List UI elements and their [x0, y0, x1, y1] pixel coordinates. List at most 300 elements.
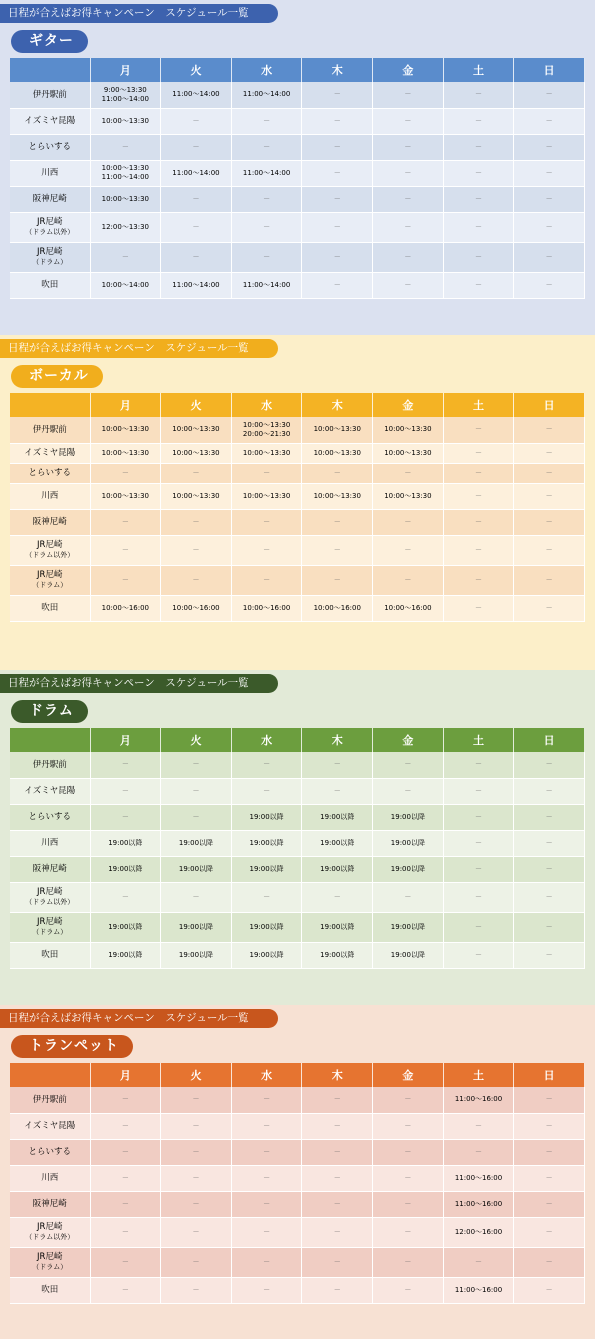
time-cell: －: [373, 82, 444, 108]
time-cell: 19:00以降: [231, 830, 302, 856]
day-header: 水: [231, 58, 302, 82]
day-header: 木: [302, 728, 373, 752]
time-cell: －: [90, 242, 161, 272]
time-cell: －: [161, 804, 232, 830]
header-corner: [10, 393, 90, 417]
time-cell: 11:00～14:00: [231, 82, 302, 108]
time-cell: 11:00～14:00: [161, 160, 232, 186]
location-cell: とらいする: [10, 463, 90, 483]
day-header: 金: [373, 393, 444, 417]
time-cell: －: [443, 417, 514, 443]
time-cell: －: [514, 272, 585, 298]
location-cell: 吹田: [10, 942, 90, 968]
day-header: 月: [90, 728, 161, 752]
time-cell: －: [161, 134, 232, 160]
time-cell: －: [443, 272, 514, 298]
time-cell: －: [161, 1113, 232, 1139]
time-cell: －: [514, 535, 585, 565]
time-cell: －: [302, 82, 373, 108]
location-note: （ドラム）: [32, 928, 68, 936]
time-cell: 10:00～13:30: [231, 443, 302, 463]
location-cell: とらいする: [10, 804, 90, 830]
time-cell: －: [443, 830, 514, 856]
day-header: 火: [161, 393, 232, 417]
schedule-table: [10, 58, 585, 299]
time-cell: －: [514, 1247, 585, 1277]
time-cell: －: [90, 509, 161, 535]
time-cell: －: [90, 1217, 161, 1247]
time-cell: －: [90, 1087, 161, 1113]
time-cell: －: [302, 160, 373, 186]
time-cell: －: [302, 752, 373, 778]
time-cell: －: [161, 882, 232, 912]
time-cell: －: [443, 778, 514, 804]
table-row: [10, 1087, 585, 1113]
time-cell: 10:00～13:30: [231, 483, 302, 509]
time-cell: －: [514, 443, 585, 463]
time-cell: －: [514, 108, 585, 134]
schedule-section: [0, 1005, 595, 1339]
table-row: [10, 212, 585, 242]
header-corner: [10, 58, 90, 82]
time-cell: 10:00～13:30: [90, 186, 161, 212]
time-cell: －: [443, 212, 514, 242]
time-cell: 11:00～14:00: [161, 272, 232, 298]
time-cell: －: [161, 1165, 232, 1191]
day-header: 水: [231, 393, 302, 417]
time-cell: 19:00以降: [373, 830, 444, 856]
time-cell: －: [302, 1247, 373, 1277]
time-cell: －: [231, 1113, 302, 1139]
time-cell: －: [514, 160, 585, 186]
time-cell: －: [373, 778, 444, 804]
time-cell: 10:00～13:30: [90, 483, 161, 509]
day-header: 木: [302, 1063, 373, 1087]
time-cell: 19:00以降: [231, 804, 302, 830]
time-cell: 10:00～13:30: [373, 443, 444, 463]
header-corner: [10, 1063, 90, 1087]
time-cell: －: [443, 565, 514, 595]
time-cell: －: [373, 1087, 444, 1113]
time-cell: －: [231, 882, 302, 912]
time-cell: －: [514, 463, 585, 483]
day-header: 日: [514, 58, 585, 82]
time-cell: 10:00～13:30: [373, 417, 444, 443]
time-cell: －: [231, 1277, 302, 1303]
day-header: 土: [443, 1063, 514, 1087]
time-cell: 11:00～16:00: [443, 1087, 514, 1113]
table-row: [10, 1165, 585, 1191]
instrument-title: ボーカル: [11, 365, 103, 388]
time-cell: －: [373, 160, 444, 186]
table-row: [10, 535, 585, 565]
time-cell: －: [231, 535, 302, 565]
time-cell: －: [302, 242, 373, 272]
time-cell: －: [302, 565, 373, 595]
location-cell: 伊丹駅前: [10, 417, 90, 443]
time-cell: －: [514, 752, 585, 778]
table-row: [10, 242, 585, 272]
location-cell: JR尼崎 （ドラム）: [10, 565, 90, 595]
time-cell: －: [514, 856, 585, 882]
location-cell: 阪神尼崎: [10, 856, 90, 882]
campaign-banner: 日程が合えばお得キャンペーン スケジュール一覧: [0, 674, 278, 693]
time-cell: －: [231, 1191, 302, 1217]
time-cell: －: [161, 1087, 232, 1113]
time-cell: 19:00以降: [373, 856, 444, 882]
time-cell: －: [302, 212, 373, 242]
time-cell: 10:00～13:30: [373, 483, 444, 509]
location-cell: とらいする: [10, 134, 90, 160]
time-cell: －: [231, 509, 302, 535]
time-cell: 10:00～16:00: [90, 595, 161, 621]
table-row: [10, 160, 585, 186]
time-cell: －: [161, 1247, 232, 1277]
time-cell: －: [90, 1191, 161, 1217]
time-cell: －: [161, 242, 232, 272]
time-cell: 10:00～13:30: [161, 483, 232, 509]
time-cell: －: [514, 417, 585, 443]
campaign-banner: 日程が合えばお得キャンペーン スケジュール一覧: [0, 1009, 278, 1028]
time-cell: －: [231, 1139, 302, 1165]
time-cell: 19:00以降: [302, 804, 373, 830]
time-cell: －: [90, 1247, 161, 1277]
time-cell: －: [231, 778, 302, 804]
time-cell: －: [302, 535, 373, 565]
time-cell: －: [302, 463, 373, 483]
day-header: 土: [443, 58, 514, 82]
time-cell: －: [231, 108, 302, 134]
table-row: [10, 186, 585, 212]
time-cell: －: [231, 242, 302, 272]
time-cell: －: [443, 595, 514, 621]
time-cell: －: [373, 1191, 444, 1217]
location-note: （ドラム）: [32, 1263, 68, 1271]
time-cell: －: [161, 509, 232, 535]
time-cell: －: [373, 212, 444, 242]
header-row: [10, 393, 585, 417]
time-cell: －: [161, 778, 232, 804]
schedule-section: [0, 670, 595, 1005]
time-cell: －: [373, 1247, 444, 1277]
time-cell: －: [373, 242, 444, 272]
table-row: [10, 463, 585, 483]
location-cell: 伊丹駅前: [10, 1087, 90, 1113]
time-cell: －: [90, 134, 161, 160]
time-cell: 19:00以降: [161, 912, 232, 942]
time-cell: 12:00～16:00: [443, 1217, 514, 1247]
instrument-title: ドラム: [11, 700, 88, 723]
time-cell: －: [302, 1191, 373, 1217]
schedule-section: [0, 0, 595, 335]
time-cell: －: [443, 186, 514, 212]
time-cell: －: [514, 595, 585, 621]
time-cell: －: [302, 882, 373, 912]
location-cell: 川西: [10, 830, 90, 856]
table-row: [10, 1113, 585, 1139]
time-cell: 11:00～14:00: [161, 82, 232, 108]
time-cell: 10:00～14:00: [90, 272, 161, 298]
time-cell: －: [443, 82, 514, 108]
location-cell: 川西: [10, 160, 90, 186]
table-row: [10, 595, 585, 621]
time-cell: －: [514, 242, 585, 272]
time-cell: －: [373, 1277, 444, 1303]
time-cell: －: [90, 1139, 161, 1165]
header-row: [10, 1063, 585, 1087]
time-cell: 11:00～16:00: [443, 1165, 514, 1191]
time-cell: －: [231, 1165, 302, 1191]
time-cell: －: [161, 1277, 232, 1303]
time-cell: 19:00以降: [302, 912, 373, 942]
table-row: [10, 1191, 585, 1217]
day-header: 火: [161, 1063, 232, 1087]
time-cell: 10:00～16:00: [302, 595, 373, 621]
schedule-table: [10, 393, 585, 622]
table-row: [10, 778, 585, 804]
location-note: （ドラム以外）: [25, 1233, 75, 1241]
time-cell: －: [302, 778, 373, 804]
time-cell: －: [231, 212, 302, 242]
time-cell: －: [443, 1113, 514, 1139]
day-header: 火: [161, 728, 232, 752]
location-cell: 阪神尼崎: [10, 509, 90, 535]
time-cell: －: [231, 134, 302, 160]
instrument-title: トランペット: [11, 1035, 133, 1058]
time-cell: 19:00以降: [161, 856, 232, 882]
time-cell: －: [373, 1165, 444, 1191]
time-cell: －: [90, 535, 161, 565]
time-cell: －: [443, 752, 514, 778]
table-row: [10, 108, 585, 134]
table-row: [10, 134, 585, 160]
time-cell: 19:00以降: [302, 856, 373, 882]
time-cell: －: [514, 1191, 585, 1217]
time-cell: －: [90, 1277, 161, 1303]
time-cell: －: [373, 108, 444, 134]
time-cell: －: [443, 882, 514, 912]
time-cell: －: [373, 509, 444, 535]
schedule-table: [10, 1063, 585, 1304]
time-cell: 19:00以降: [231, 856, 302, 882]
time-cell: －: [161, 186, 232, 212]
table-row: [10, 942, 585, 968]
time-cell: －: [514, 882, 585, 912]
instrument-title: ギター: [11, 30, 88, 53]
location-cell: JR尼崎 （ドラム）: [10, 1247, 90, 1277]
location-cell: 川西: [10, 1165, 90, 1191]
day-header: 日: [514, 393, 585, 417]
table-row: [10, 1247, 585, 1277]
time-cell: 10:00～13:30: [302, 417, 373, 443]
day-header: 金: [373, 58, 444, 82]
day-header: 水: [231, 728, 302, 752]
location-note: （ドラム以外）: [25, 898, 75, 906]
time-cell: 10:00～13:30 11:00～14:00: [90, 160, 161, 186]
time-cell: 11:00～14:00: [231, 160, 302, 186]
location-cell: 伊丹駅前: [10, 82, 90, 108]
time-cell: 19:00以降: [90, 942, 161, 968]
time-cell: 19:00以降: [373, 942, 444, 968]
time-cell: 10:00～13:30: [161, 417, 232, 443]
time-cell: －: [514, 1277, 585, 1303]
time-cell: 12:00～13:30: [90, 212, 161, 242]
location-cell: 伊丹駅前: [10, 752, 90, 778]
time-cell: －: [443, 483, 514, 509]
time-cell: －: [443, 443, 514, 463]
time-cell: －: [90, 1113, 161, 1139]
time-cell: 10:00～16:00: [373, 595, 444, 621]
time-cell: －: [373, 882, 444, 912]
day-header: 金: [373, 728, 444, 752]
location-cell: JR尼崎 （ドラム以外）: [10, 535, 90, 565]
day-header: 金: [373, 1063, 444, 1087]
time-cell: －: [514, 186, 585, 212]
time-cell: －: [514, 1087, 585, 1113]
day-header: 火: [161, 58, 232, 82]
location-note: （ドラム以外）: [25, 228, 75, 236]
time-cell: －: [514, 830, 585, 856]
header-corner: [10, 728, 90, 752]
time-cell: －: [231, 1247, 302, 1277]
time-cell: －: [443, 942, 514, 968]
table-row: [10, 443, 585, 463]
table-row: [10, 509, 585, 535]
time-cell: 19:00以降: [90, 912, 161, 942]
time-cell: －: [90, 1165, 161, 1191]
time-cell: －: [514, 134, 585, 160]
time-cell: 9:00～13:30 11:00～14:00: [90, 82, 161, 108]
time-cell: 19:00以降: [231, 942, 302, 968]
time-cell: －: [443, 463, 514, 483]
time-cell: －: [90, 463, 161, 483]
time-cell: －: [443, 1139, 514, 1165]
time-cell: －: [443, 134, 514, 160]
header-row: [10, 728, 585, 752]
time-cell: －: [231, 565, 302, 595]
time-cell: －: [231, 752, 302, 778]
time-cell: －: [514, 1217, 585, 1247]
time-cell: －: [514, 509, 585, 535]
time-cell: －: [514, 82, 585, 108]
location-cell: 吹田: [10, 1277, 90, 1303]
day-header: 月: [90, 393, 161, 417]
location-note: （ドラム）: [32, 258, 68, 266]
time-cell: －: [161, 108, 232, 134]
time-cell: －: [161, 463, 232, 483]
time-cell: －: [443, 509, 514, 535]
time-cell: 19:00以降: [373, 912, 444, 942]
time-cell: －: [161, 535, 232, 565]
table-row: [10, 272, 585, 298]
time-cell: －: [443, 160, 514, 186]
table-row: [10, 417, 585, 443]
time-cell: －: [231, 463, 302, 483]
time-cell: －: [161, 752, 232, 778]
time-cell: －: [302, 134, 373, 160]
time-cell: －: [161, 1217, 232, 1247]
time-cell: 19:00以降: [231, 912, 302, 942]
time-cell: －: [514, 804, 585, 830]
location-cell: JR尼崎 （ドラム以外）: [10, 1217, 90, 1247]
location-cell: イズミヤ昆陽: [10, 1113, 90, 1139]
time-cell: 19:00以降: [161, 830, 232, 856]
location-note: （ドラム）: [32, 581, 68, 589]
header-row: [10, 58, 585, 82]
table-row: [10, 804, 585, 830]
time-cell: －: [231, 186, 302, 212]
time-cell: －: [161, 1139, 232, 1165]
time-cell: 11:00～16:00: [443, 1191, 514, 1217]
schedule-table: [10, 728, 585, 969]
time-cell: －: [443, 108, 514, 134]
location-cell: 吹田: [10, 272, 90, 298]
schedule-section: [0, 335, 595, 670]
time-cell: －: [514, 912, 585, 942]
location-note: （ドラム以外）: [25, 551, 75, 559]
time-cell: －: [90, 882, 161, 912]
time-cell: －: [373, 463, 444, 483]
table-row: [10, 1277, 585, 1303]
day-header: 土: [443, 393, 514, 417]
time-cell: 19:00以降: [90, 830, 161, 856]
location-cell: とらいする: [10, 1139, 90, 1165]
day-header: 月: [90, 58, 161, 82]
table-row: [10, 752, 585, 778]
table-row: [10, 1217, 585, 1247]
time-cell: 11:00～14:00: [231, 272, 302, 298]
time-cell: －: [373, 272, 444, 298]
time-cell: 10:00～16:00: [231, 595, 302, 621]
time-cell: －: [302, 108, 373, 134]
time-cell: －: [302, 186, 373, 212]
time-cell: －: [443, 535, 514, 565]
campaign-banner: 日程が合えばお得キャンペーン スケジュール一覧: [0, 4, 278, 23]
time-cell: 10:00～13:30: [90, 108, 161, 134]
day-header: 土: [443, 728, 514, 752]
time-cell: －: [302, 1277, 373, 1303]
day-header: 木: [302, 58, 373, 82]
time-cell: 19:00以降: [302, 942, 373, 968]
time-cell: －: [514, 1165, 585, 1191]
time-cell: －: [90, 778, 161, 804]
day-header: 木: [302, 393, 373, 417]
table-row: [10, 1139, 585, 1165]
time-cell: －: [373, 134, 444, 160]
time-cell: －: [514, 212, 585, 242]
table-row: [10, 565, 585, 595]
location-cell: 阪神尼崎: [10, 186, 90, 212]
time-cell: －: [90, 752, 161, 778]
location-cell: イズミヤ昆陽: [10, 108, 90, 134]
time-cell: －: [302, 509, 373, 535]
time-cell: －: [373, 1217, 444, 1247]
day-header: 月: [90, 1063, 161, 1087]
time-cell: 19:00以降: [302, 830, 373, 856]
location-cell: JR尼崎 （ドラム以外）: [10, 212, 90, 242]
time-cell: 19:00以降: [90, 856, 161, 882]
table-row: [10, 856, 585, 882]
time-cell: －: [514, 778, 585, 804]
time-cell: －: [373, 752, 444, 778]
time-cell: －: [231, 1217, 302, 1247]
day-header: 日: [514, 1063, 585, 1087]
location-cell: 川西: [10, 483, 90, 509]
table-row: [10, 830, 585, 856]
location-cell: 阪神尼崎: [10, 1191, 90, 1217]
campaign-banner: 日程が合えばお得キャンペーン スケジュール一覧: [0, 339, 278, 358]
day-header: 水: [231, 1063, 302, 1087]
